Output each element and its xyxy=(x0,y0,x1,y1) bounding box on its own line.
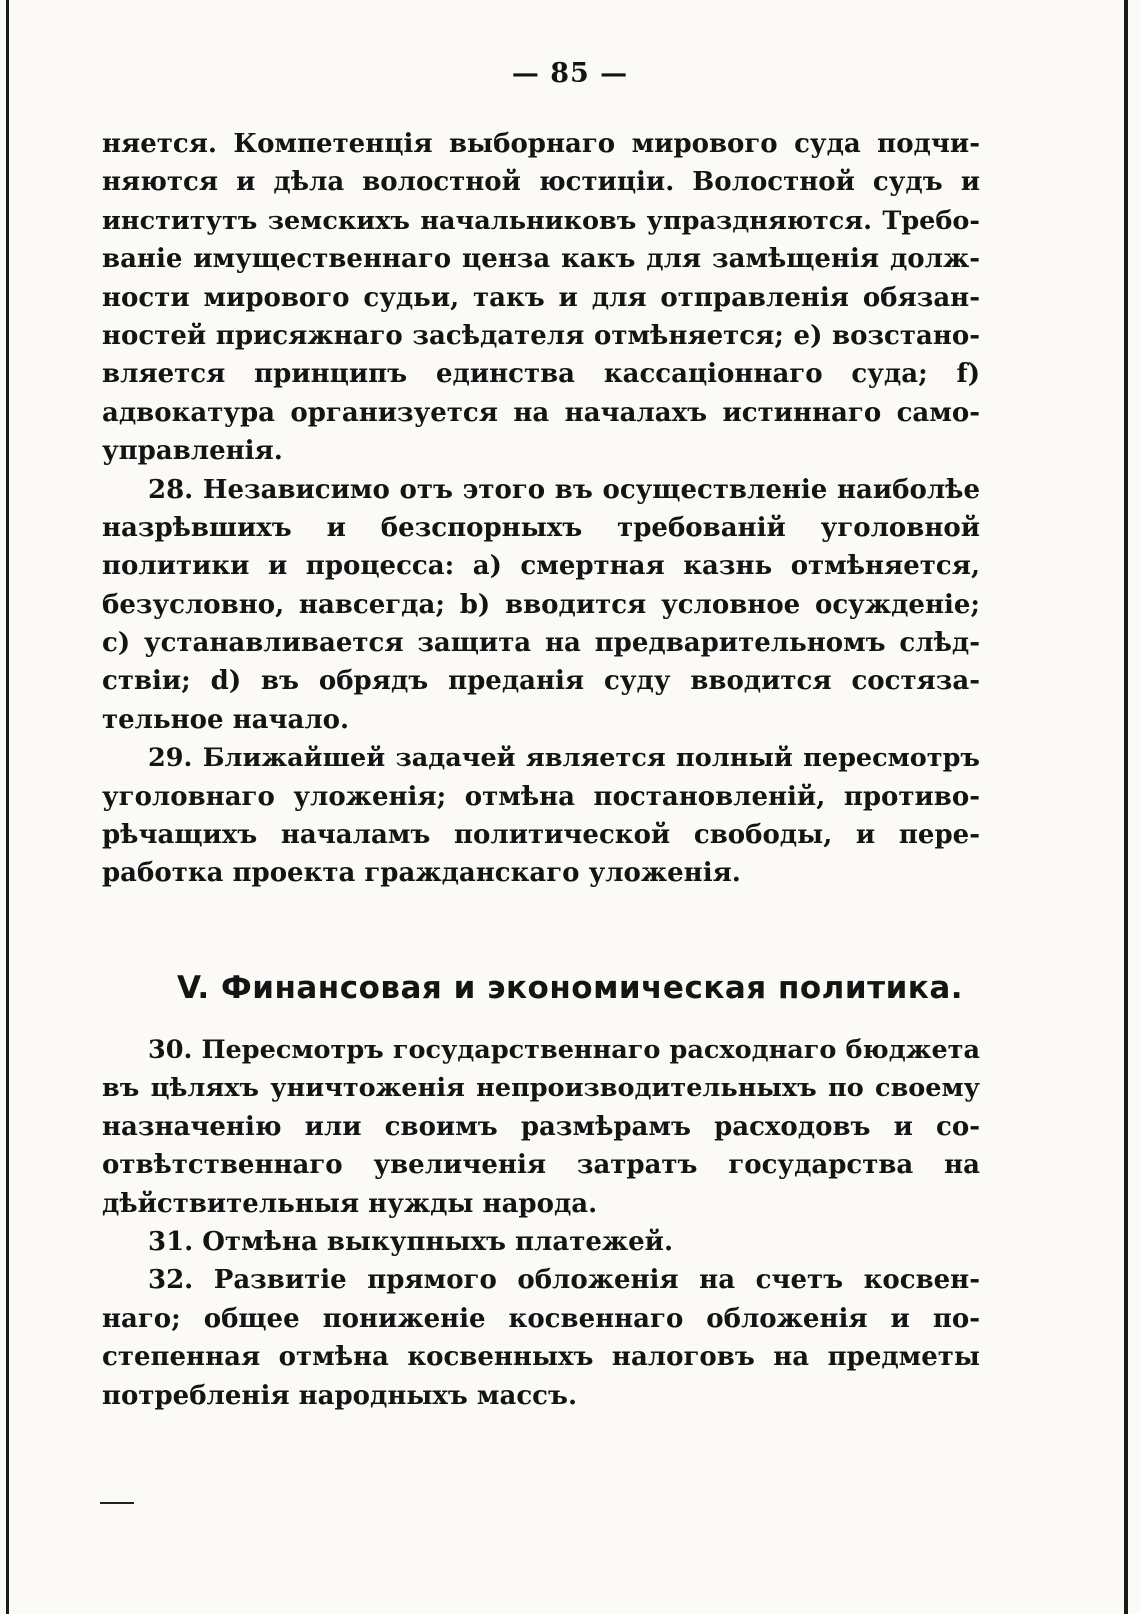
text-line: тельное начало. xyxy=(102,704,350,735)
text-line: адвокатура организуется на началахъ истиннаго само- xyxy=(102,397,980,428)
text-line: наго; общее пониженіе косвеннаго обложенія и по- xyxy=(102,1303,980,1334)
text-line: назначенію или своимъ размѣрамъ расходовъ и со- xyxy=(102,1111,980,1142)
scan-left-edge xyxy=(6,0,9,1614)
text-line: ностей присяжнаго засѣдателя отмѣняется; e) возстано- xyxy=(102,320,980,351)
paragraph-32-start: 32. Развитіе прямого обложенія на счетъ косвен- xyxy=(148,1265,980,1296)
text-line: потребленія народныхъ массъ. xyxy=(102,1380,577,1411)
text-line: ваніе имущественнаго ценза какъ для замѣщенія долж- xyxy=(102,244,980,275)
text-line: степенная отмѣна косвенныхъ налоговъ на предметы xyxy=(102,1342,980,1373)
text-line: дѣйствительныя нужды народа. xyxy=(102,1188,598,1219)
text-line: безусловно, навсегда; b) вводится условное осужденіе; xyxy=(102,589,980,620)
paragraph-31: 31. Отмѣна выкупныхъ платежей. xyxy=(148,1226,674,1257)
text-block-financial xyxy=(102,1031,980,1415)
paragraph-30-start: 30. Пересмотръ государственнаго расходнаго бюджета xyxy=(148,1035,980,1065)
page-number: — 85 — xyxy=(511,58,629,89)
text-line: работка проекта гражданскаго уложенія. xyxy=(102,858,741,889)
text-line: институтъ земскихъ начальниковъ упраздняются. Требо- xyxy=(102,205,980,236)
text-line: уголовнаго уложенія; отмѣна постановленій, противо- xyxy=(102,781,980,812)
text-line: въ цѣляхъ уничтоженія непроизводительныхъ по своему xyxy=(102,1073,980,1104)
scan-right-edge xyxy=(1124,0,1128,1614)
text-line: няются и дѣла волостной юстиціи. Волостной судъ и xyxy=(102,167,980,198)
paragraph-28-start: 28. Независимо отъ этого въ осуществленіе наиболѣе xyxy=(148,474,980,505)
paragraph-29-start: 29. Ближайшей задачей является полный пересмотръ xyxy=(148,743,980,774)
text-line: назрѣвшихъ и безспорныхъ требованій уголовной xyxy=(102,512,980,543)
text-line: c) устанавливается защита на предварительномъ слѣд- xyxy=(102,628,980,659)
text-line: политики и процесса: a) смертная казнь отмѣняется, xyxy=(102,551,980,582)
text-line: ности мирового судьи, такъ и для отправленія обязан- xyxy=(102,282,980,313)
text-line: управленія. xyxy=(102,436,283,467)
text-line: няется. Компетенція выборнаго мирового суда подчи- xyxy=(102,129,980,159)
text-line: рѣчащихъ началамъ политической свободы, и пере- xyxy=(102,820,980,851)
text-block-judicial xyxy=(102,125,980,893)
footer-rule xyxy=(100,1502,134,1504)
section-heading: V. Финансовая и экономическая политика. xyxy=(176,970,964,1006)
text-line: вляется принципъ единства кассаціоннаго суда; f) xyxy=(102,359,980,390)
text-line: отвѣтственнаго увеличенія затратъ государства на xyxy=(102,1150,980,1181)
text-line: ствіи; d) въ обрядъ преданія суду вводится состяза- xyxy=(102,666,980,697)
